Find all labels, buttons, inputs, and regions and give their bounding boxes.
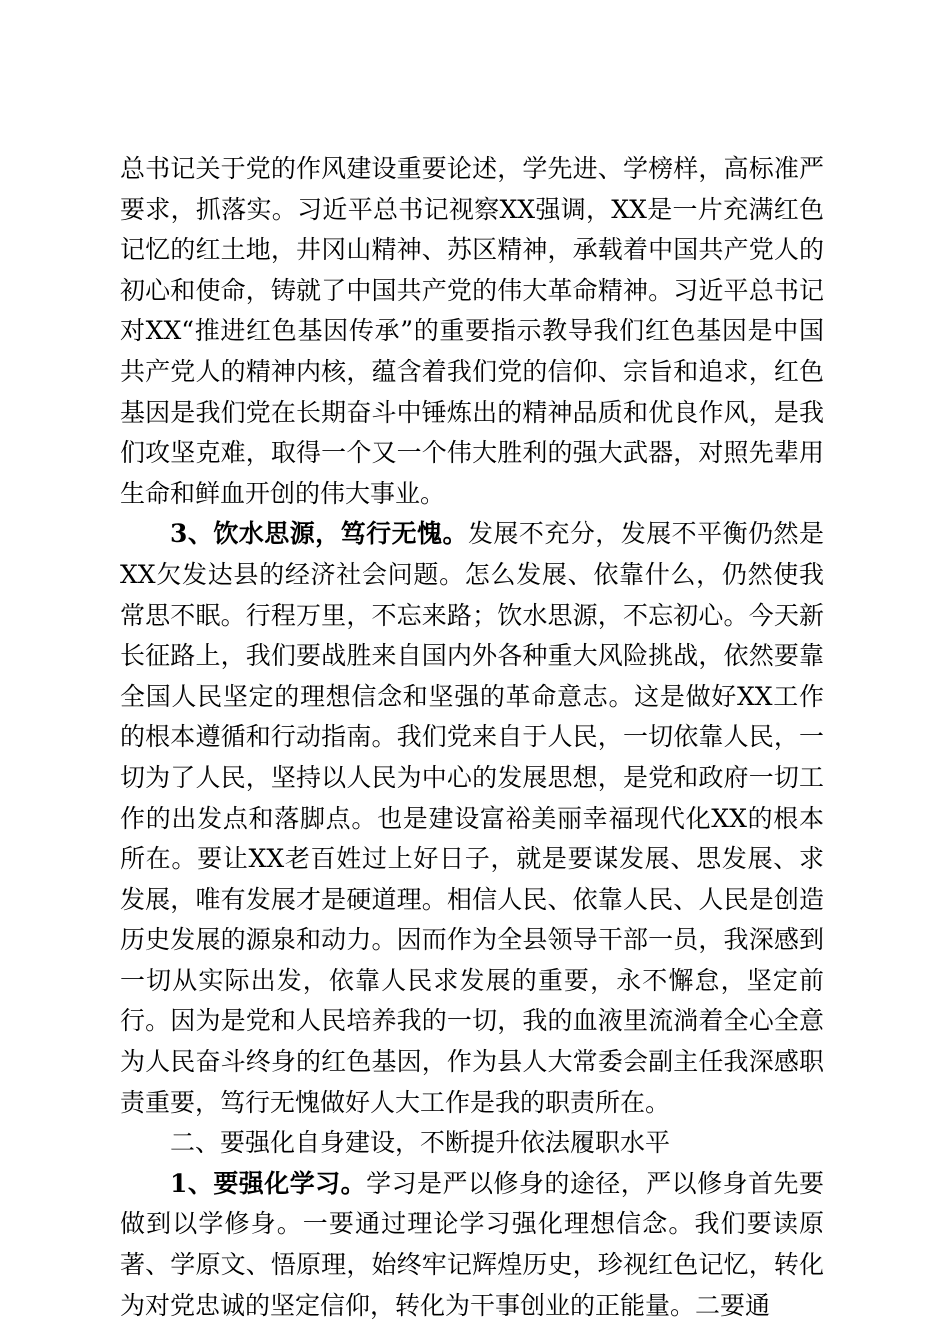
document-body: [120, 149, 824, 1326]
paragraph-strengthen-learning: [120, 1164, 824, 1326]
paragraph-drink-water: [120, 514, 824, 1123]
section-heading-self-construction: 二、要强化自身建设，不断提升依法履职水平: [170, 1128, 671, 1158]
paragraph-body-strengthen-learning: 学习是严以修身的途径，严以修身首先要做到以学修身。一要通过理论学习强化理想信念。我们要读原著、学原文、悟原理，始终牢记辉煌历史，珍视红色记忆，转化为对党忠诚的坚定信仰，转化为干事创业的正能量。二要通: [120, 1168, 824, 1320]
paragraph-heading-strengthen-learning: 1、要强化学习。: [170, 1168, 367, 1198]
continuation-paragraph: 总书记关于党的作风建设重要论述，学先进、学榜样，高标准严要求，抓落实。习近平总书记视察XX强调，XX是一片充满红色记忆的红土地，井冈山精神、苏区精神，承载着中国共产党人的初心和使命，铸就了中国共产党的伟大革命精神。习近平总书记对XX“推进红色基因传承”的重要指示教导我们红色基因是中国共产党人的精神内核，蕴含着我们党的信仰、宗旨和追求，红色基因是我们党在长期奋斗中锤炼出的精神品质和优良作风，是我们攻坚克难，取得一个又一个伟大胜利的强大武器，对照先辈用生命和鲜血开创的伟大事业。: [120, 154, 824, 508]
paragraph-heading-drink-water: 3、饮水思源，笃行无愧。: [170, 519, 468, 549]
paragraph-body-drink-water: 发展不充分，发展不平衡仍然是XX欠发达县的经济社会问题。怎么发展、依靠什么，仍然使我常思不眠。行程万里，不忘来路；饮水思源，不忘初心。今天新长征路上，我们要战胜来自国内外各种重大风险挑战，依然要靠全国人民坚定的理想信念和坚强的革命意志。这是做好XX工作的根本遵循和行动指南。我们党来自于人民，一切依靠人民，一切为了人民，坚持以人民为中心的发展思想，是党和政府一切工作的出发点和落脚点。也是建设富裕美丽幸福现代化XX的根本所在。要让XX老百姓过上好日子，就是要谋发展、思发展、求发展，唯有发展才是硬道理。相信人民、依靠人民、人民是创造历史发展的源泉和动力。因而作为全县领导干部一员，我深感到一切从实际出发，依靠人民求发展的重要，永不懈怠，坚定前行。因为是党和人民培养我的一切，我的血液里流淌着全心全意为人民奋斗终身的红色基因，作为县人大常委会副主任我深感职责重要，笃行无愧做好人大工作是我的职责所在。: [120, 519, 824, 1117]
